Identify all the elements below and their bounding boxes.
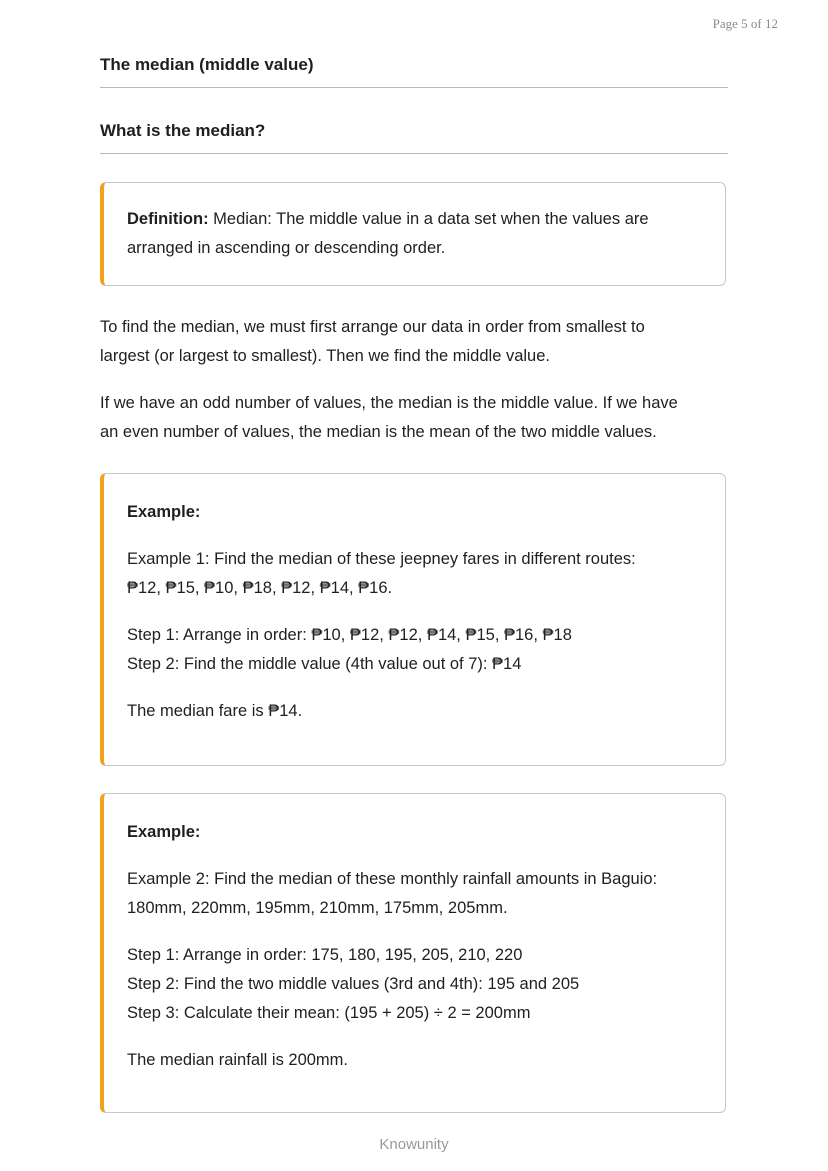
example-conclusion: The median fare is ₱14. bbox=[127, 702, 303, 720]
example-step-1: Step 1: Arrange in order: 175, 180, 195, 205, 210, 220 bbox=[127, 946, 523, 964]
example-problem-data: ₱12, ₱15, ₱10, ₱18, ₱12, ₱14, ₱16. bbox=[127, 579, 393, 597]
paragraph-line: largest (or largest to smallest). Then we find the middle value. bbox=[100, 347, 550, 365]
definition-line-2: arranged in ascending or descending order. bbox=[127, 239, 446, 257]
definition-callout bbox=[100, 182, 726, 286]
subsection-heading: What is the median? bbox=[100, 121, 728, 154]
example-1-callout bbox=[100, 473, 726, 766]
page-number: Page 5 of 12 bbox=[712, 16, 778, 31]
paragraph-line: If we have an odd number of values, the median is the middle value. If we have bbox=[100, 394, 678, 412]
example-step-2: Step 2: Find the middle value (4th value out of 7): ₱14 bbox=[127, 655, 522, 673]
definition-line-1 bbox=[127, 205, 725, 234]
paragraph-odd-even bbox=[100, 389, 740, 447]
example-conclusion: The median rainfall is 200mm. bbox=[127, 1051, 349, 1069]
example-2-callout bbox=[100, 793, 726, 1113]
footer-brand: Knowunity bbox=[379, 1136, 449, 1153]
paragraph-find-median bbox=[100, 313, 740, 371]
example-step-1: Step 1: Arrange in order: ₱10, ₱12, ₱12, ₱14, ₱15, ₱16, ₱18 bbox=[127, 626, 572, 644]
section-heading: The median (middle value) bbox=[100, 55, 728, 88]
example-step-3: Step 3: Calculate their mean: (195 + 205) ÷ 2 = 200mm bbox=[127, 1004, 531, 1022]
example-step-2: Step 2: Find the two middle values (3rd and 4th): 195 and 205 bbox=[127, 975, 580, 993]
paragraph-line: an even number of values, the median is the mean of the two middle values. bbox=[100, 423, 657, 441]
definition-text: Median: The middle value in a data set when the values are bbox=[208, 210, 649, 228]
example-problem: Example 2: Find the median of these monthly rainfall amounts in Baguio: bbox=[127, 870, 658, 888]
example-label: Example: bbox=[127, 823, 201, 841]
definition-label: Definition: bbox=[127, 210, 209, 228]
example-label: Example: bbox=[127, 503, 201, 521]
example-problem: Example 1: Find the median of these jeepney fares in different routes: bbox=[127, 550, 636, 568]
example-problem-data: 180mm, 220mm, 195mm, 210mm, 175mm, 205mm. bbox=[127, 899, 508, 917]
paragraph-line: To find the median, we must first arrange our data in order from smallest to bbox=[100, 318, 645, 336]
